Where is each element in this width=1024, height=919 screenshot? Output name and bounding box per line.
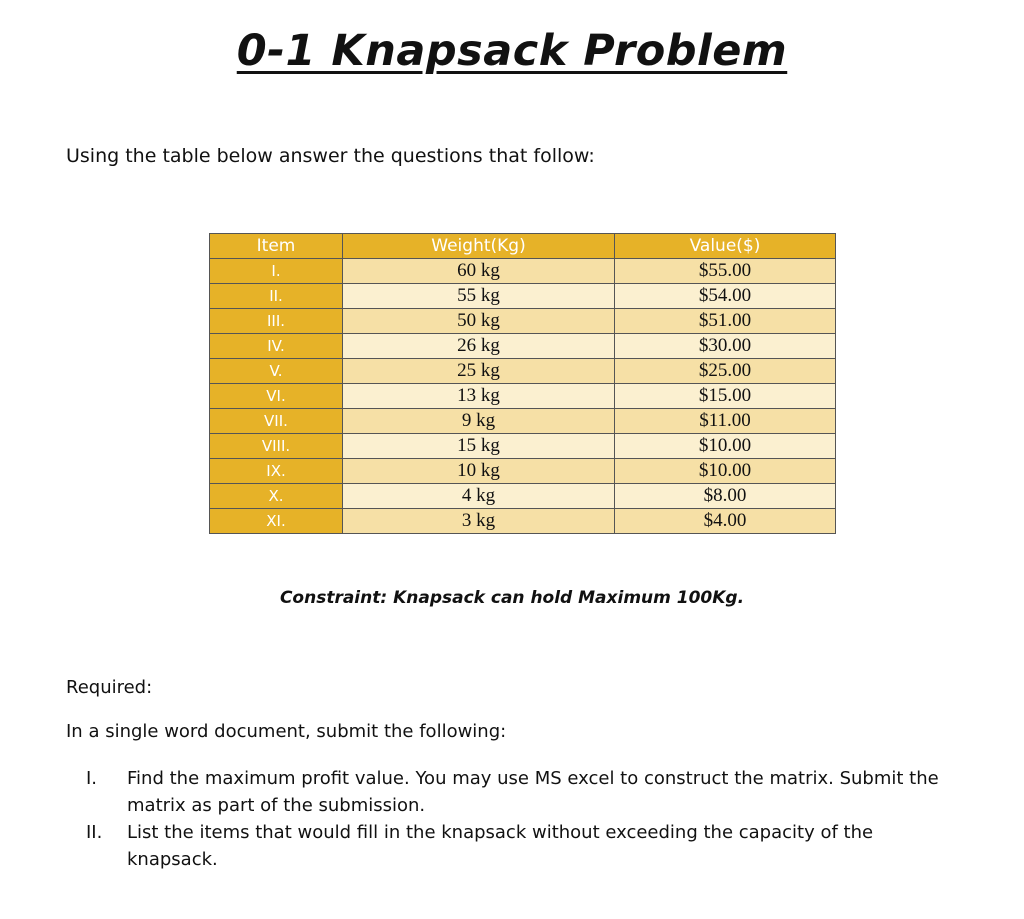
weight-cell: 13 kg [343, 384, 615, 409]
value-cell: $11.00 [615, 409, 836, 434]
task-number: II. [86, 822, 103, 843]
weight-cell: 3 kg [343, 509, 615, 534]
column-header-value: Value($) [615, 234, 836, 259]
item-cell: VIII. [210, 434, 343, 459]
value-cell: $10.00 [615, 459, 836, 484]
item-cell: XI. [210, 509, 343, 534]
value-cell: $8.00 [615, 484, 836, 509]
required-label: Required: [66, 677, 153, 698]
weight-cell: 55 kg [343, 284, 615, 309]
table-row [210, 484, 836, 509]
value-cell: $15.00 [615, 384, 836, 409]
value-cell: $30.00 [615, 334, 836, 359]
instruction-text: In a single word document, submit the following: [66, 721, 507, 742]
task-item [0, 765, 1024, 819]
knapsack-items-table [209, 233, 836, 534]
item-cell: X. [210, 484, 343, 509]
value-cell: $54.00 [615, 284, 836, 309]
weight-cell: 4 kg [343, 484, 615, 509]
task-text: List the items that would fill in the knapsack without exceeding the capacity of the knapsack. [127, 822, 874, 870]
weight-cell: 26 kg [343, 334, 615, 359]
page-title: 0-1 Knapsack Problem [236, 26, 788, 76]
intro-text: Using the table below answer the questions that follow: [66, 145, 595, 167]
weight-cell: 15 kg [343, 434, 615, 459]
task-list [0, 765, 1024, 873]
table-row [210, 359, 836, 384]
constraint-text: Constraint: Knapsack can hold Maximum 100Kg. [279, 588, 745, 608]
item-cell: I. [210, 259, 343, 284]
item-cell: VI. [210, 384, 343, 409]
weight-cell: 25 kg [343, 359, 615, 384]
table-row [210, 509, 836, 534]
value-cell: $51.00 [615, 309, 836, 334]
item-cell: IV. [210, 334, 343, 359]
item-cell: II. [210, 284, 343, 309]
table-row [210, 284, 836, 309]
task-number: I. [86, 768, 98, 789]
table-row [210, 409, 836, 434]
table-header-row [210, 234, 836, 259]
value-cell: $25.00 [615, 359, 836, 384]
item-cell: IX. [210, 459, 343, 484]
table-row [210, 334, 836, 359]
value-cell: $55.00 [615, 259, 836, 284]
item-cell: V. [210, 359, 343, 384]
weight-cell: 9 kg [343, 409, 615, 434]
table-row [210, 459, 836, 484]
column-header-item: Item [210, 234, 343, 259]
weight-cell: 60 kg [343, 259, 615, 284]
task-text: Find the maximum profit value. You may use MS excel to construct the matrix. Submit the matrix as part of the submission. [127, 768, 939, 816]
table-row [210, 434, 836, 459]
item-cell: VII. [210, 409, 343, 434]
table-row [210, 309, 836, 334]
table-row [210, 259, 836, 284]
weight-cell: 10 kg [343, 459, 615, 484]
value-cell: $4.00 [615, 509, 836, 534]
table-row [210, 384, 836, 409]
weight-cell: 50 kg [343, 309, 615, 334]
task-item [0, 819, 1024, 873]
value-cell: $10.00 [615, 434, 836, 459]
item-cell: III. [210, 309, 343, 334]
column-header-weight: Weight(Kg) [343, 234, 615, 259]
